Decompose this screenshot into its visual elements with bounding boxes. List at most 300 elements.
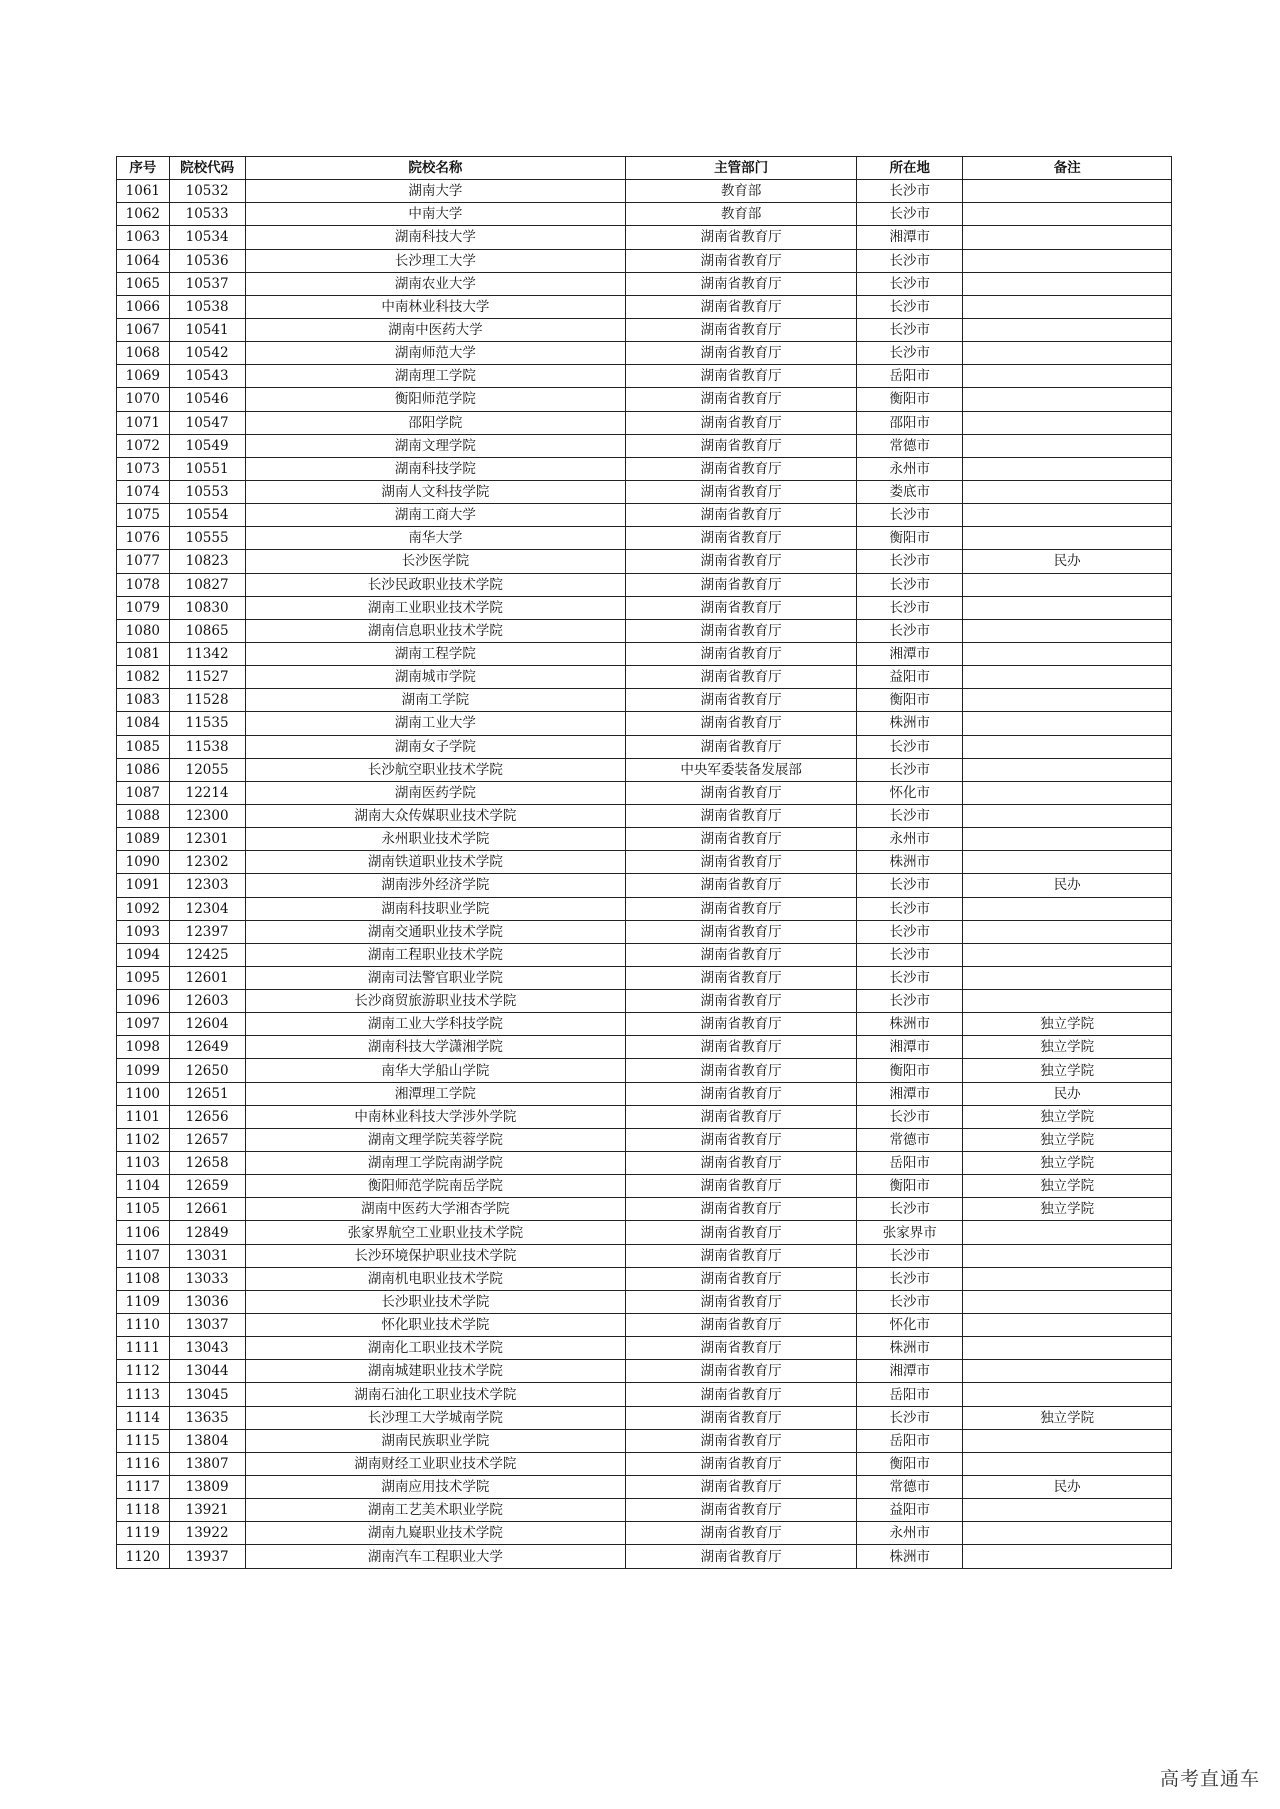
cell-note (963, 735, 1172, 758)
cell-department: 湖南省教育厅 (626, 1221, 857, 1244)
cell-name: 长沙理工大学城南学院 (245, 1406, 626, 1429)
cell-location: 邵阳市 (857, 411, 963, 434)
cell-location: 衡阳市 (857, 1175, 963, 1198)
cell-index: 1106 (117, 1221, 170, 1244)
cell-name: 湖南科技大学 (245, 226, 626, 249)
cell-location: 长沙市 (857, 619, 963, 642)
table-row (117, 966, 1172, 989)
table-row (117, 365, 1172, 388)
cell-code: 12604 (169, 1013, 245, 1036)
table-row (117, 943, 1172, 966)
table-row (117, 758, 1172, 781)
header-department: 主管部门 (626, 157, 857, 180)
table-row (117, 874, 1172, 897)
cell-index: 1074 (117, 480, 170, 503)
header-name: 院校名称 (245, 157, 626, 180)
table-row (117, 434, 1172, 457)
cell-location: 湘潭市 (857, 642, 963, 665)
cell-name: 湖南信息职业技术学院 (245, 619, 626, 642)
table-row (117, 1013, 1172, 1036)
cell-name: 湖南文理学院芙蓉学院 (245, 1128, 626, 1151)
cell-index: 1065 (117, 272, 170, 295)
cell-location: 长沙市 (857, 295, 963, 318)
cell-code: 10542 (169, 342, 245, 365)
cell-department: 湖南省教育厅 (626, 1128, 857, 1151)
cell-index: 1062 (117, 203, 170, 226)
cell-note (963, 342, 1172, 365)
cell-note (963, 1429, 1172, 1452)
cell-note (963, 758, 1172, 781)
table-row (117, 1267, 1172, 1290)
cell-name: 湖南工程职业技术学院 (245, 943, 626, 966)
cell-location: 常德市 (857, 1128, 963, 1151)
cell-index: 1094 (117, 943, 170, 966)
cell-name: 中南林业科技大学涉外学院 (245, 1105, 626, 1128)
cell-department: 湖南省教育厅 (626, 804, 857, 827)
cell-code: 13044 (169, 1360, 245, 1383)
cell-code: 12304 (169, 897, 245, 920)
cell-name: 长沙医学院 (245, 550, 626, 573)
cell-name: 长沙民政职业技术学院 (245, 573, 626, 596)
cell-note (963, 781, 1172, 804)
cell-note (963, 1383, 1172, 1406)
cell-location: 株洲市 (857, 1337, 963, 1360)
cell-name: 湖南理工学院南湖学院 (245, 1152, 626, 1175)
cell-name: 湖南农业大学 (245, 272, 626, 295)
cell-note (963, 1290, 1172, 1313)
cell-index: 1083 (117, 689, 170, 712)
cell-note (963, 689, 1172, 712)
cell-location: 长沙市 (857, 596, 963, 619)
cell-index: 1090 (117, 851, 170, 874)
cell-index: 1102 (117, 1128, 170, 1151)
table-row (117, 1105, 1172, 1128)
table-row (117, 1082, 1172, 1105)
cell-location: 湘潭市 (857, 1082, 963, 1105)
cell-code: 11527 (169, 666, 245, 689)
cell-note (963, 1221, 1172, 1244)
cell-index: 1088 (117, 804, 170, 827)
cell-note (963, 318, 1172, 341)
cell-code: 10823 (169, 550, 245, 573)
cell-name: 湖南交通职业技术学院 (245, 920, 626, 943)
cell-index: 1082 (117, 666, 170, 689)
cell-location: 永州市 (857, 828, 963, 851)
cell-location: 长沙市 (857, 249, 963, 272)
cell-location: 怀化市 (857, 1314, 963, 1337)
cell-name: 怀化职业技术学院 (245, 1314, 626, 1337)
table-row (117, 457, 1172, 480)
cell-note (963, 457, 1172, 480)
table-row (117, 1059, 1172, 1082)
table-row (117, 990, 1172, 1013)
cell-location: 长沙市 (857, 180, 963, 203)
cell-name: 湖南城市学院 (245, 666, 626, 689)
cell-index: 1120 (117, 1545, 170, 1568)
cell-note (963, 712, 1172, 735)
table-row (117, 1499, 1172, 1522)
cell-name: 邵阳学院 (245, 411, 626, 434)
cell-location: 张家界市 (857, 1221, 963, 1244)
cell-department: 湖南省教育厅 (626, 1314, 857, 1337)
cell-note (963, 851, 1172, 874)
cell-department: 湖南省教育厅 (626, 781, 857, 804)
cell-index: 1095 (117, 966, 170, 989)
cell-code: 12658 (169, 1152, 245, 1175)
table-row (117, 1522, 1172, 1545)
cell-location: 衡阳市 (857, 1059, 963, 1082)
header-code: 院校代码 (169, 157, 245, 180)
table-row (117, 1545, 1172, 1568)
cell-location: 长沙市 (857, 804, 963, 827)
table-row (117, 342, 1172, 365)
table-body (117, 180, 1172, 1568)
table-row (117, 642, 1172, 665)
cell-code: 10554 (169, 504, 245, 527)
cell-index: 1077 (117, 550, 170, 573)
cell-code: 12601 (169, 966, 245, 989)
cell-name: 湖南理工学院 (245, 365, 626, 388)
cell-note (963, 642, 1172, 665)
cell-note: 独立学院 (963, 1128, 1172, 1151)
cell-index: 1079 (117, 596, 170, 619)
cell-name: 湖南科技学院 (245, 457, 626, 480)
cell-code: 10547 (169, 411, 245, 434)
cell-name: 湖南中医药大学湘杏学院 (245, 1198, 626, 1221)
cell-location: 永州市 (857, 1522, 963, 1545)
cell-code: 12649 (169, 1036, 245, 1059)
cell-name: 湖南工艺美术职业学院 (245, 1499, 626, 1522)
table-row (117, 318, 1172, 341)
cell-code: 13031 (169, 1244, 245, 1267)
cell-index: 1099 (117, 1059, 170, 1082)
cell-code: 11538 (169, 735, 245, 758)
cell-name: 湖南科技大学潇湘学院 (245, 1036, 626, 1059)
cell-department: 教育部 (626, 203, 857, 226)
cell-code: 12661 (169, 1198, 245, 1221)
cell-department: 湖南省教育厅 (626, 689, 857, 712)
cell-note (963, 203, 1172, 226)
table-row (117, 735, 1172, 758)
table-row (117, 1429, 1172, 1452)
cell-location: 长沙市 (857, 1406, 963, 1429)
cell-code: 10830 (169, 596, 245, 619)
cell-note (963, 666, 1172, 689)
cell-department: 湖南省教育厅 (626, 712, 857, 735)
cell-department: 湖南省教育厅 (626, 434, 857, 457)
cell-note (963, 596, 1172, 619)
cell-location: 怀化市 (857, 781, 963, 804)
cell-index: 1078 (117, 573, 170, 596)
cell-name: 湖南文理学院 (245, 434, 626, 457)
table-row (117, 480, 1172, 503)
table-row (117, 573, 1172, 596)
cell-index: 1108 (117, 1267, 170, 1290)
table-row (117, 1221, 1172, 1244)
cell-name: 湖南机电职业技术学院 (245, 1267, 626, 1290)
cell-location: 长沙市 (857, 272, 963, 295)
cell-index: 1070 (117, 388, 170, 411)
header-index: 序号 (117, 157, 170, 180)
cell-code: 12651 (169, 1082, 245, 1105)
cell-location: 长沙市 (857, 1267, 963, 1290)
table-row (117, 1128, 1172, 1151)
table-row (117, 828, 1172, 851)
cell-index: 1081 (117, 642, 170, 665)
table-header (117, 157, 1172, 180)
cell-note: 独立学院 (963, 1406, 1172, 1429)
cell-department: 湖南省教育厅 (626, 1152, 857, 1175)
cell-index: 1097 (117, 1013, 170, 1036)
cell-index: 1112 (117, 1360, 170, 1383)
cell-department: 湖南省教育厅 (626, 943, 857, 966)
table-row (117, 272, 1172, 295)
cell-location: 娄底市 (857, 480, 963, 503)
table-row (117, 1244, 1172, 1267)
cell-department: 湖南省教育厅 (626, 573, 857, 596)
cell-index: 1068 (117, 342, 170, 365)
cell-name: 湘潭理工学院 (245, 1082, 626, 1105)
cell-name: 湖南九嶷职业技术学院 (245, 1522, 626, 1545)
table-row (117, 1290, 1172, 1313)
table-row (117, 781, 1172, 804)
cell-index: 1093 (117, 920, 170, 943)
cell-location: 长沙市 (857, 735, 963, 758)
cell-note (963, 897, 1172, 920)
cell-code: 13807 (169, 1452, 245, 1475)
header-location: 所在地 (857, 157, 963, 180)
cell-note (963, 411, 1172, 434)
cell-index: 1061 (117, 180, 170, 203)
cell-index: 1113 (117, 1383, 170, 1406)
cell-index: 1069 (117, 365, 170, 388)
cell-code: 12300 (169, 804, 245, 827)
cell-index: 1111 (117, 1337, 170, 1360)
cell-code: 10541 (169, 318, 245, 341)
cell-location: 常德市 (857, 1476, 963, 1499)
cell-code: 13635 (169, 1406, 245, 1429)
cell-department: 湖南省教育厅 (626, 342, 857, 365)
cell-location: 岳阳市 (857, 1383, 963, 1406)
cell-index: 1100 (117, 1082, 170, 1105)
cell-department: 湖南省教育厅 (626, 1360, 857, 1383)
cell-location: 长沙市 (857, 1105, 963, 1128)
cell-name: 湖南汽车工程职业大学 (245, 1545, 626, 1568)
cell-note: 民办 (963, 550, 1172, 573)
header-note: 备注 (963, 157, 1172, 180)
cell-department: 湖南省教育厅 (626, 990, 857, 1013)
cell-code: 12657 (169, 1128, 245, 1151)
cell-department: 湖南省教育厅 (626, 1013, 857, 1036)
cell-note (963, 943, 1172, 966)
cell-department: 教育部 (626, 180, 857, 203)
cell-index: 1086 (117, 758, 170, 781)
cell-department: 湖南省教育厅 (626, 1337, 857, 1360)
cell-index: 1064 (117, 249, 170, 272)
cell-index: 1087 (117, 781, 170, 804)
cell-index: 1107 (117, 1244, 170, 1267)
cell-name: 中南大学 (245, 203, 626, 226)
cell-location: 株洲市 (857, 1545, 963, 1568)
cell-department: 湖南省教育厅 (626, 1545, 857, 1568)
table-row (117, 1152, 1172, 1175)
cell-index: 1073 (117, 457, 170, 480)
cell-note (963, 573, 1172, 596)
cell-index: 1084 (117, 712, 170, 735)
cell-department: 湖南省教育厅 (626, 851, 857, 874)
cell-location: 长沙市 (857, 897, 963, 920)
table-row (117, 1314, 1172, 1337)
cell-index: 1063 (117, 226, 170, 249)
cell-code: 13033 (169, 1267, 245, 1290)
cell-location: 岳阳市 (857, 1429, 963, 1452)
cell-name: 湖南铁道职业技术学院 (245, 851, 626, 874)
table-row (117, 1036, 1172, 1059)
cell-location: 湘潭市 (857, 226, 963, 249)
cell-note: 独立学院 (963, 1105, 1172, 1128)
cell-department: 湖南省教育厅 (626, 1290, 857, 1313)
cell-department: 湖南省教育厅 (626, 596, 857, 619)
cell-department: 湖南省教育厅 (626, 1036, 857, 1059)
table-row (117, 1360, 1172, 1383)
cell-note (963, 1545, 1172, 1568)
cell-department: 湖南省教育厅 (626, 1105, 857, 1128)
cell-name: 湖南工商大学 (245, 504, 626, 527)
cell-code: 10827 (169, 573, 245, 596)
cell-note (963, 1452, 1172, 1475)
cell-department: 湖南省教育厅 (626, 527, 857, 550)
cell-name: 湖南科技职业学院 (245, 897, 626, 920)
cell-note: 民办 (963, 1082, 1172, 1105)
cell-note (963, 272, 1172, 295)
cell-index: 1080 (117, 619, 170, 642)
cell-location: 株洲市 (857, 1013, 963, 1036)
header-row (117, 157, 1172, 180)
table-row (117, 180, 1172, 203)
cell-index: 1104 (117, 1175, 170, 1198)
cell-department: 湖南省教育厅 (626, 920, 857, 943)
cell-location: 衡阳市 (857, 388, 963, 411)
cell-department: 湖南省教育厅 (626, 249, 857, 272)
cell-location: 长沙市 (857, 550, 963, 573)
table-row (117, 920, 1172, 943)
table-row (117, 851, 1172, 874)
cell-location: 永州市 (857, 457, 963, 480)
cell-index: 1105 (117, 1198, 170, 1221)
university-table (116, 156, 1172, 1569)
cell-note (963, 1522, 1172, 1545)
cell-index: 1103 (117, 1152, 170, 1175)
cell-name: 湖南涉外经济学院 (245, 874, 626, 897)
cell-index: 1098 (117, 1036, 170, 1059)
cell-code: 10549 (169, 434, 245, 457)
cell-code: 13804 (169, 1429, 245, 1452)
cell-code: 10551 (169, 457, 245, 480)
cell-index: 1118 (117, 1499, 170, 1522)
cell-code: 12849 (169, 1221, 245, 1244)
cell-department: 湖南省教育厅 (626, 272, 857, 295)
table-row (117, 897, 1172, 920)
cell-index: 1067 (117, 318, 170, 341)
cell-code: 11342 (169, 642, 245, 665)
cell-index: 1092 (117, 897, 170, 920)
cell-location: 长沙市 (857, 943, 963, 966)
cell-department: 湖南省教育厅 (626, 619, 857, 642)
cell-index: 1089 (117, 828, 170, 851)
cell-location: 长沙市 (857, 1244, 963, 1267)
cell-location: 株洲市 (857, 851, 963, 874)
table-row (117, 249, 1172, 272)
cell-name: 湖南城建职业技术学院 (245, 1360, 626, 1383)
cell-code: 12214 (169, 781, 245, 804)
cell-department: 湖南省教育厅 (626, 411, 857, 434)
cell-name: 中南林业科技大学 (245, 295, 626, 318)
cell-note (963, 365, 1172, 388)
cell-code: 10532 (169, 180, 245, 203)
cell-code: 10536 (169, 249, 245, 272)
cell-index: 1072 (117, 434, 170, 457)
cell-code: 10537 (169, 272, 245, 295)
cell-name: 湖南石油化工职业技术学院 (245, 1383, 626, 1406)
cell-index: 1109 (117, 1290, 170, 1313)
cell-department: 湖南省教育厅 (626, 874, 857, 897)
cell-index: 1116 (117, 1452, 170, 1475)
cell-index: 1071 (117, 411, 170, 434)
cell-note: 独立学院 (963, 1013, 1172, 1036)
cell-name: 湖南工业大学 (245, 712, 626, 735)
cell-note (963, 828, 1172, 851)
cell-code: 10543 (169, 365, 245, 388)
cell-note (963, 920, 1172, 943)
table-row (117, 689, 1172, 712)
table-row (117, 504, 1172, 527)
table-row (117, 411, 1172, 434)
cell-index: 1101 (117, 1105, 170, 1128)
table-row (117, 550, 1172, 573)
cell-name: 湖南司法警官职业学院 (245, 966, 626, 989)
cell-location: 湘潭市 (857, 1036, 963, 1059)
cell-department: 湖南省教育厅 (626, 388, 857, 411)
cell-location: 长沙市 (857, 758, 963, 781)
cell-location: 株洲市 (857, 712, 963, 735)
cell-location: 衡阳市 (857, 689, 963, 712)
table-row (117, 226, 1172, 249)
cell-note (963, 1499, 1172, 1522)
cell-department: 湖南省教育厅 (626, 504, 857, 527)
cell-location: 岳阳市 (857, 365, 963, 388)
cell-code: 12656 (169, 1105, 245, 1128)
cell-name: 湖南化工职业技术学院 (245, 1337, 626, 1360)
cell-department: 湖南省教育厅 (626, 1175, 857, 1198)
cell-note: 民办 (963, 874, 1172, 897)
cell-department: 湖南省教育厅 (626, 1383, 857, 1406)
cell-department: 湖南省教育厅 (626, 735, 857, 758)
cell-code: 10533 (169, 203, 245, 226)
cell-code: 10534 (169, 226, 245, 249)
cell-note (963, 1314, 1172, 1337)
table-row (117, 712, 1172, 735)
cell-note (963, 990, 1172, 1013)
cell-name: 湖南工业职业技术学院 (245, 596, 626, 619)
cell-code: 12425 (169, 943, 245, 966)
cell-name: 衡阳师范学院 (245, 388, 626, 411)
cell-index: 1075 (117, 504, 170, 527)
cell-note (963, 388, 1172, 411)
cell-department: 湖南省教育厅 (626, 966, 857, 989)
cell-index: 1110 (117, 1314, 170, 1337)
cell-note: 民办 (963, 1476, 1172, 1499)
cell-location: 常德市 (857, 434, 963, 457)
